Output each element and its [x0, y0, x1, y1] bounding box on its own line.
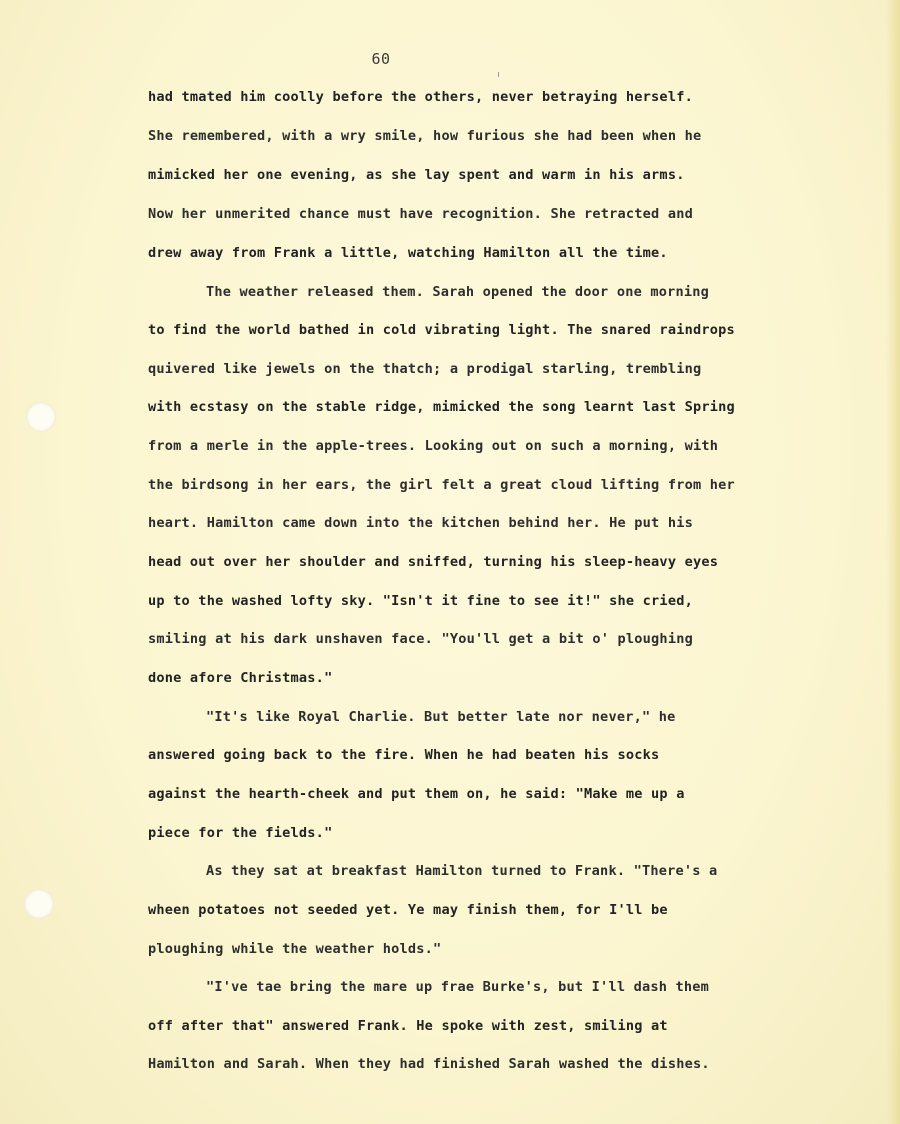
text-line: piece for the fields.": [148, 825, 333, 841]
punch-hole: [24, 889, 54, 919]
text-line: to find the world bathed in cold vibrating light. The snared raindrops: [148, 322, 735, 338]
page-number: 60: [371, 50, 391, 68]
text-line: up to the washed lofty sky. "Isn't it fine to see it!" she cried,: [148, 593, 693, 609]
text-line: The weather released them. Sarah opened the door one morning: [206, 284, 710, 300]
text-line: quivered like jewels on the thatch; a prodigal starling, trembling: [148, 361, 702, 377]
text-line: the birdsong in her ears, the girl felt a great cloud lifting from her: [148, 477, 735, 493]
stray-mark: [498, 72, 499, 77]
text-line: ploughing while the weather holds.": [148, 941, 442, 957]
text-line: off after that" answered Frank. He spoke with zest, smiling at: [148, 1018, 668, 1034]
text-line: smiling at his dark unshaven face. "You'll get a bit o' ploughing: [148, 631, 693, 647]
punch-hole: [26, 402, 56, 432]
text-line: Now her unmerited chance must have recognition. She retracted and: [148, 206, 693, 222]
text-line: head out over her shoulder and sniffed, turning his sleep-heavy eyes: [148, 554, 719, 570]
text-line: from a merle in the apple-trees. Looking out on such a morning, with: [148, 438, 719, 454]
page-edge-shadow: [886, 0, 900, 1124]
text-line: As they sat at breakfast Hamilton turned to Frank. "There's a: [206, 863, 718, 879]
text-line: answered going back to the fire. When he had beaten his socks: [148, 747, 660, 763]
text-line: Hamilton and Sarah. When they had finished Sarah washed the dishes.: [148, 1056, 710, 1072]
text-line: had tmated him coolly before the others, never betraying herself.: [148, 89, 693, 105]
text-line: drew away from Frank a little, watching Hamilton all the time.: [148, 245, 668, 261]
text-line: wheen potatoes not seeded yet. Ye may finish them, for I'll be: [148, 902, 668, 918]
text-line: with ecstasy on the stable ridge, mimicked the song learnt last Spring: [148, 399, 735, 415]
text-line: heart. Hamilton came down into the kitchen behind her. He put his: [148, 515, 693, 531]
text-line: "I've tae bring the mare up frae Burke's, but I'll dash them: [206, 979, 710, 995]
text-line: done afore Christmas.": [148, 670, 333, 686]
text-line: She remembered, with a wry smile, how furious she had been when he: [148, 128, 702, 144]
text-line: mimicked her one evening, as she lay spent and warm in his arms.: [148, 167, 685, 183]
text-line: "It's like Royal Charlie. But better late nor never," he: [206, 709, 676, 725]
text-line: against the hearth-cheek and put them on, he said: "Make me up a: [148, 786, 685, 802]
